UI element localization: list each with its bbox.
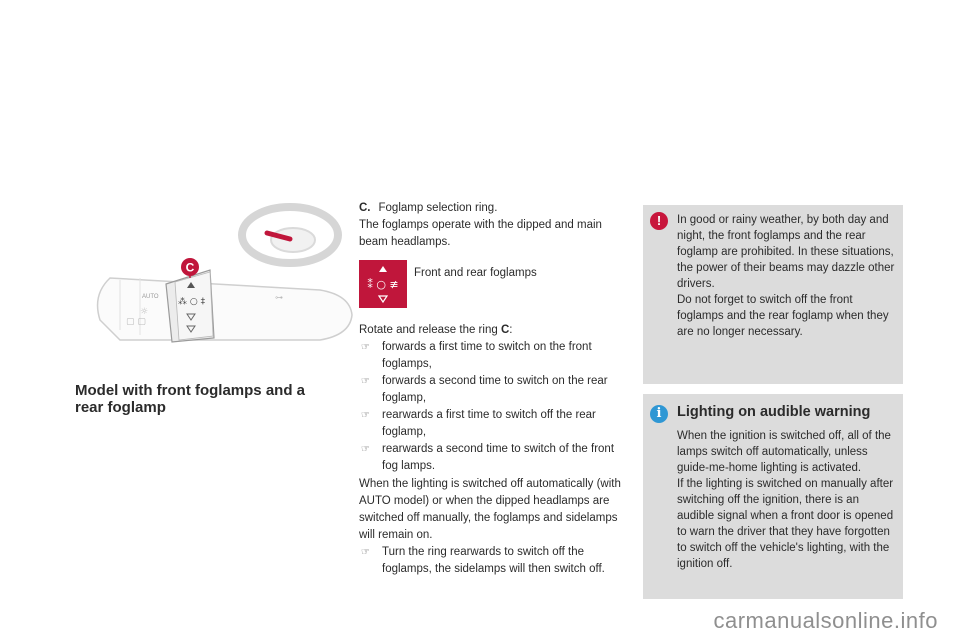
list-item: ☞ Turn the ring rearwards to switch off the foglamps, the sidelamps will then switch off. [359, 544, 624, 578]
callout-c: C [185, 260, 195, 275]
info-text: When the ignition is switched off, all of the lamps switch off automatically, unless guide-me-home lighting is activated. If the lighting is switched on manually after switching off the ignition, there is an audible signal when a front door is opened to warn the driver that they have forgotten to switch off the vehicle's lighting, with the ignition off. [677, 430, 894, 570]
fog-symbol-row [359, 260, 624, 314]
svg-text:☼: ☼ [140, 307, 149, 317]
info-panel [643, 394, 903, 599]
c-description: Foglamp selection ring. [378, 202, 498, 214]
auto-bullets [359, 544, 624, 578]
intro-text: The foglamps operate with the dipped and main beam headlamps. [359, 219, 602, 248]
svg-text:⁑ ○ ≢: ⁑ ○ ≢ [367, 278, 399, 291]
foglamp-icon [359, 260, 407, 308]
rotate-ring: C [500, 324, 510, 336]
rotate-suffix: : [509, 324, 513, 336]
info-icon: i [650, 405, 668, 423]
info-title: Lighting on audible warning [677, 404, 871, 420]
warning-panel [643, 205, 903, 384]
svg-text:⁂ ○ ‡: ⁂ ○ ‡ [178, 297, 206, 307]
list-item: ☞ rearwards a first time to switch off the rear foglamp, [359, 407, 624, 441]
list-item: ☞ forwards a first time to switch on the front foglamps, [359, 339, 624, 373]
list-item: ☞ forwards a second time to switch on the rear foglamp, [359, 373, 624, 407]
list-item: ☞ rearwards a second time to switch of the front fog lamps. [359, 441, 624, 475]
rotate-prefix: Rotate and release the ring [359, 324, 501, 336]
auto-label: AUTO [142, 294, 159, 300]
rotate-instructions [359, 322, 624, 475]
section-heading: Model with front foglamps and a rear foglamp [75, 382, 305, 416]
svg-text:▢ ▢: ▢ ▢ [126, 317, 146, 327]
fog-caption: Front and rear foglamps [414, 267, 537, 279]
auto-lighting-text [359, 476, 624, 578]
c-label: C. [359, 202, 371, 214]
ring-description [359, 200, 624, 251]
foglamp-stalk-illustration [80, 200, 355, 355]
auto-paragraph: When the lighting is switched off automatically (with AUTO model) or when the dipped headlamps are switched off manually, the foglamps and sidelamps will remain on. [359, 478, 621, 541]
warning-text: In good or rainy weather, by both day and night, the front foglamps and the rear foglamp are prohibited. In these situations, the power of their beams may dazzle other drivers. Do not forget to switch off the front foglamps and the rear foglamp when they are no longer necessary. [677, 214, 895, 338]
watermark: carmanualsonline.info [713, 608, 938, 633]
rotate-bullets [359, 339, 624, 475]
warning-icon: ! [650, 212, 668, 230]
svg-text:⊶: ⊶ [275, 293, 283, 302]
